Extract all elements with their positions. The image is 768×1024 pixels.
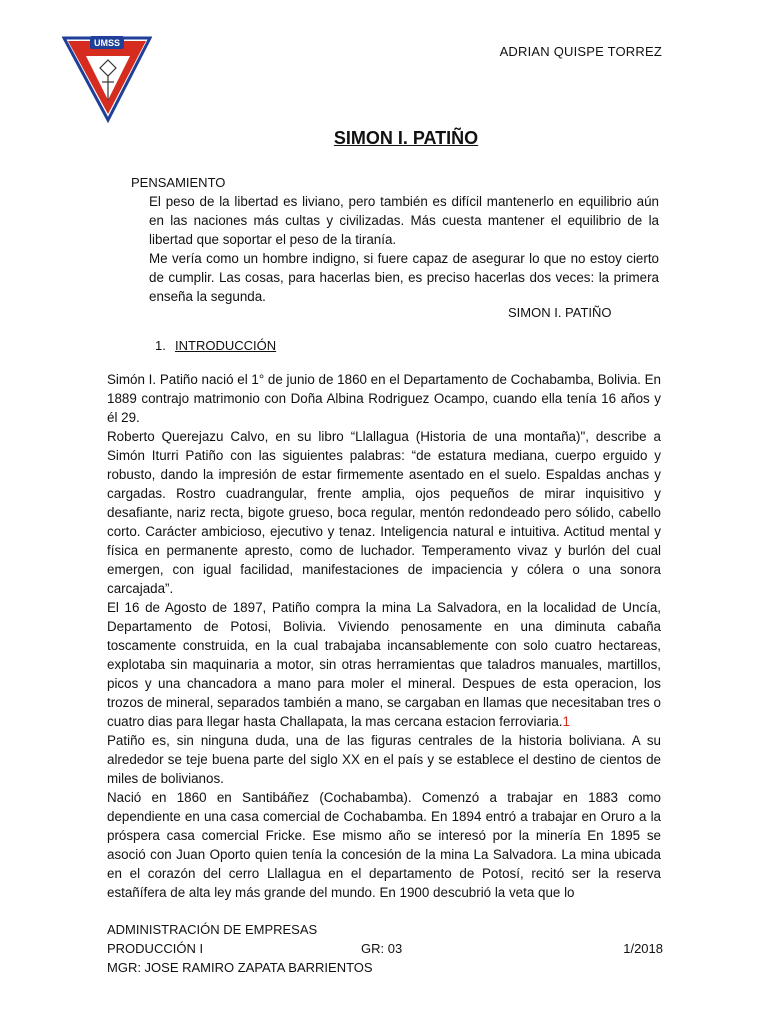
section-number: 1. — [155, 338, 166, 353]
thought-paragraph: Me vería como un hombre indigno, si fuere capaz de asegurar lo que no estoy cierto de cumplir. Las cosas, para hacerlas bien, es preciso hacerlas dos veces: la primera enseña la segunda. — [149, 251, 659, 304]
umss-shield-icon — [62, 34, 152, 124]
footer-course-row — [107, 939, 663, 958]
section-heading — [155, 338, 276, 353]
body-paragraph: Patiño es, sin ninguna duda, una de las figuras centrales de la historia boliviana. A su alrededor se teje buena parte del siglo XX en el país y se establece el destino de cientos de miles de bolivianos. — [107, 733, 661, 786]
page-footer — [107, 920, 663, 977]
thought-paragraph: El peso de la libertad es liviano, pero también es difícil mantenerlo en equilibrio aún en las naciones más cultas y civilizadas. Más cuesta mantener el equilibrio de la libertad que soportar el peso de la tiranía. — [149, 194, 659, 247]
footnote-link[interactable]: 1 — [562, 714, 570, 729]
umss-logo — [62, 34, 152, 124]
section-title: INTRODUCCIÓN — [175, 338, 277, 353]
footer-group: GR: 03 — [361, 941, 403, 956]
thought-quote — [149, 192, 659, 306]
body-paragraph-text: El 16 de Agosto de 1897, Patiño compra la mina La Salvadora, en la localidad de Uncía, Departamento de Potosi, Bolivia. Viviendo penosamente en una diminuta cabaña toscamente construida, en la cual trabajaba incansablemente con solo cuatro hectareas, explotaba sin maquinaria a motor, sin otras herramientas que taladros manuales, martillos, picos y una chancadora a mano para moler el mineral. Despues de esta operacion, los trozos de mineral, separados también a mano, se cargaban en llamas que necesitaban tres o cuatro dias para llegar hasta Challapata, la mas cercana estacion ferroviaria. — [107, 600, 661, 729]
document-title: SIMON I. PATIÑO — [333, 128, 479, 148]
body-paragraph: Nació en 1860 en Santibáñez (Cochabamba). Comenzó a trabajar en 1883 como dependiente en una casa comercial de Cochabamba. En 1894 entró a trabajar en Oruro a la próspera casa comercial Fricke. Ese mismo año se interesó por la minería En 1895 se asoció con Juan Oporto quien tenía la concesión de la mina La Salvadora. La mina ubicada en el corazón del cerro Llallagua en el departamento de Potosí, recitó ser la reserva estañífera de alta ley más grande del mundo. En 1900 descubrió la veta que lo — [107, 790, 661, 900]
footer-teacher: MGR: JOSE RAMIRO ZAPATA BARRIENTOS — [107, 960, 373, 975]
body-paragraph — [107, 598, 661, 731]
body-paragraph: Simón I. Patiño nació el 1° de junio de 1860 en el Departamento de Cochabamba, Bolivia. En 1889 contrajo matrimonio con Doña Albina Rodriguez Ocampo, cuando ella tenía 16 años y él 29. — [107, 372, 661, 425]
thought-signature: SIMON I. PATIÑO — [508, 305, 612, 320]
body-text — [107, 370, 661, 902]
author-name: ADRIAN QUISPE TORREZ — [499, 44, 662, 59]
footer-course: PRODUCCIÓN I — [107, 941, 204, 956]
footer-program: ADMINISTRACIÓN DE EMPRESAS — [107, 922, 318, 937]
thought-heading: PENSAMIENTO — [131, 175, 226, 190]
logo-text: UMSS — [93, 38, 121, 48]
body-paragraph: Roberto Querejazu Calvo, en su libro “Llallagua (Historia de una montaña)", describe a Simón Iturri Patiño con las siguientes palabras: “de estatura mediana, cuerpo erguido y robusto, dando la impresión de estar firmemente asentado en el suelo. Espaldas anchas y cargadas. Rostro cuadrangular, frente amplia, ojos pequeños de mirar inquisitivo y desafiante, nariz recta, bigote grueso, boca regular, mentón redondeado pero sólido, cabello corto. Carácter ambicioso, ejecutivo y tenaz. Inteligencia natural e intuitiva. Actitud mental y física en permanente apresto, como de luchador. Temperamento vivaz y burlón del cual emergen, con igual facilidad, manifestaciones de impaciencia y cólera o una sonora carcajada”. — [107, 429, 661, 596]
footer-term: 1/2018 — [623, 941, 663, 956]
